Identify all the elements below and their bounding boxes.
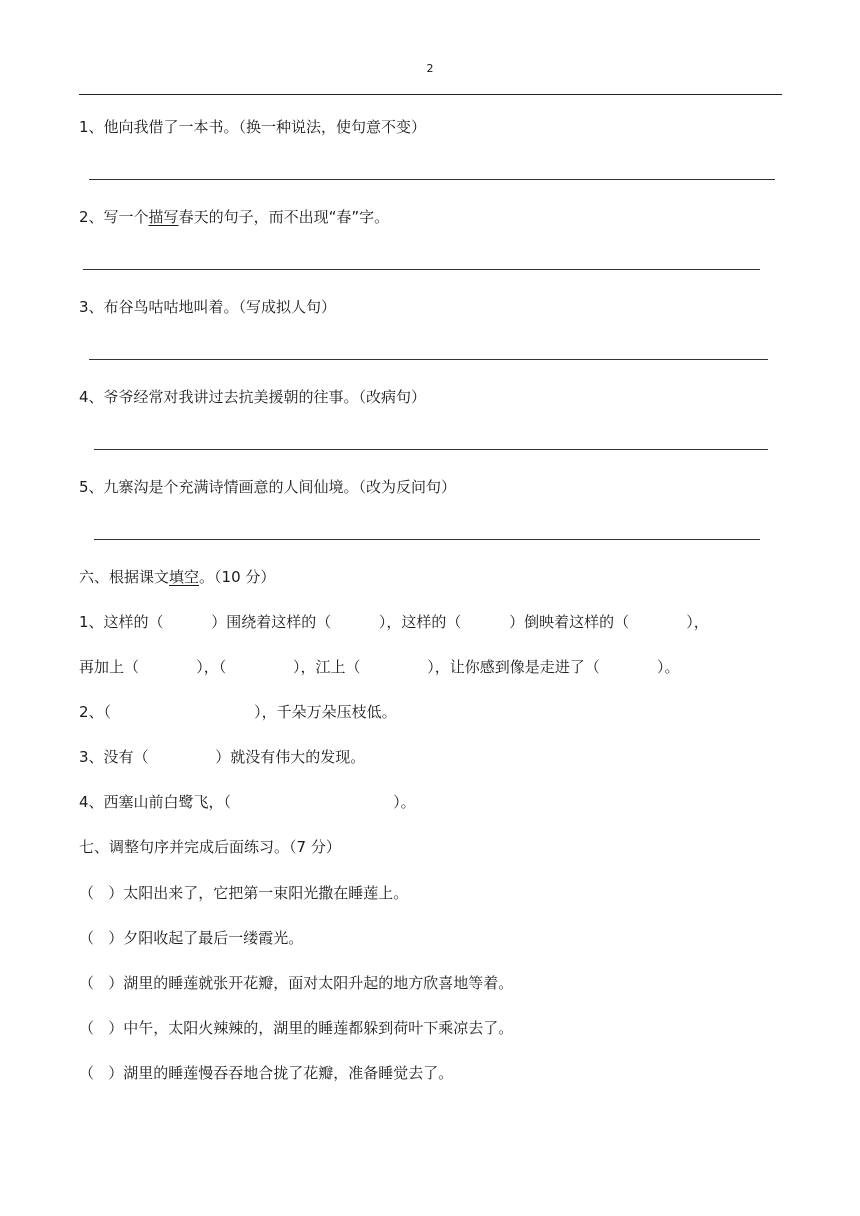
question-1: 1、他向我借了一本书。（换一种说法，使句意不变）	[79, 118, 427, 136]
question-5: 5、九寨沟是个充满诗情画意的人间仙境。（改为反问句）	[79, 478, 457, 496]
fill-blank-1a: 1、这样的（ ）围绕着这样的（ ），这样的（ ）倒映着这样的（ ），	[79, 613, 709, 631]
question-2-pre: 2、写一个	[79, 208, 149, 226]
section-6-heading-underlined: 填空	[169, 568, 200, 586]
sequence-item-1: （ ）太阳出来了，它把第一束阳光撒在睡莲上。	[79, 884, 409, 902]
fill-blank-3: 3、没有（ ）就没有伟大的发现。	[79, 748, 366, 766]
section-7-heading: 七、调整句序并完成后面练习。（7 分）	[79, 838, 341, 856]
section-6-heading	[79, 567, 275, 587]
question-2-post: 春天的句子，而不出现“春”字。	[178, 208, 390, 226]
answer-line-3[interactable]	[89, 359, 768, 360]
question-4: 4、爷爷经常对我讲过去抗美援朝的往事。（改病句）	[79, 388, 427, 406]
page-number: 2	[426, 62, 434, 75]
header-rule	[79, 94, 782, 95]
section-6-heading-pre: 六、根据课文	[79, 568, 170, 586]
sequence-item-3: （ ）湖里的睡莲就张开花瓣，面对太阳升起的地方欣喜地等着。	[79, 974, 514, 992]
fill-blank-2: 2、（ ），千朵万朵压枝低。	[79, 703, 397, 721]
fill-blank-4: 4、西塞山前白鹭飞，（ ）。	[79, 793, 416, 811]
sequence-item-5: （ ）湖里的睡莲慢吞吞地合拢了花瓣，准备睡觉去了。	[79, 1064, 454, 1082]
section-6-heading-post: 。（10 分）	[199, 568, 276, 586]
question-2	[79, 207, 389, 227]
answer-line-1[interactable]	[89, 179, 775, 180]
fill-blank-1b: 再加上（ ），（ ），江上（ ），让你感到像是走进了（ ）。	[79, 658, 680, 676]
question-3: 3、布谷鸟咕咕地叫着。（写成拟人句）	[79, 298, 337, 316]
answer-line-5[interactable]	[94, 539, 760, 540]
answer-line-4[interactable]	[94, 449, 768, 450]
question-2-underlined: 描写	[148, 208, 179, 226]
answer-line-2[interactable]	[83, 269, 760, 270]
sequence-item-2: （ ）夕阳收起了最后一缕霞光。	[79, 929, 304, 947]
sequence-item-4: （ ）中午，太阳火辣辣的，湖里的睡莲都躲到荷叶下乘凉去了。	[79, 1019, 514, 1037]
